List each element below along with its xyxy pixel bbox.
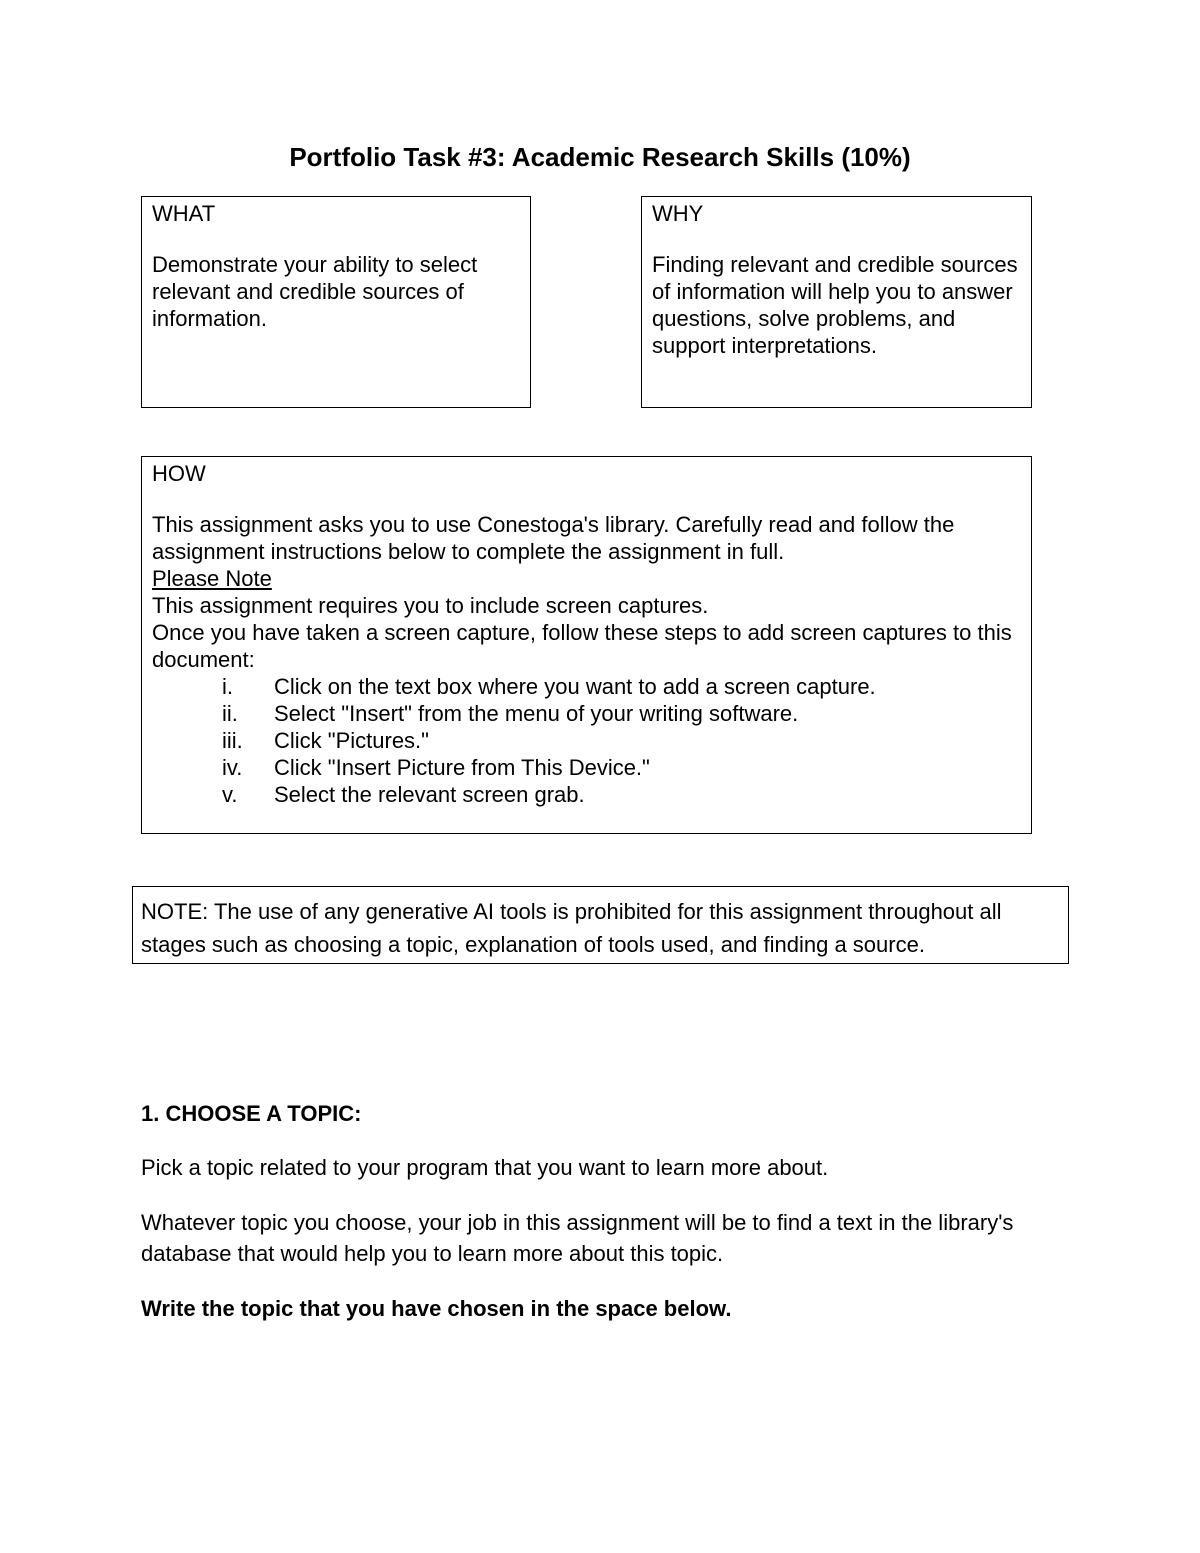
section-paragraph-1: Pick a topic related to your program that you want to learn more about. (141, 1155, 829, 1180)
how-intro: This assignment asks you to use Conestoga's library. Carefully read and follow the assignment instructions below to complete the assignment in full. (152, 512, 955, 564)
how-instruction: Once you have taken a screen capture, follow these steps to add screen captures to this document: (152, 620, 1012, 672)
how-box (141, 456, 1032, 834)
step-text: Click "Insert Picture from This Device." (274, 755, 650, 780)
why-box (641, 196, 1032, 408)
step-number: ii. (222, 701, 238, 726)
how-requirement: This assignment requires you to include screen captures. (152, 593, 709, 618)
why-text: Finding relevant and credible sources of information will help you to answer questions, solve problems, and support interpretations. (652, 252, 1018, 358)
what-heading: WHAT (152, 201, 216, 226)
step-number: iv. (222, 755, 243, 780)
list-item (152, 727, 1021, 754)
step-number: i. (222, 674, 233, 699)
page-title: Portfolio Task #3: Academic Research Skills (10%) (289, 142, 911, 172)
ai-note-box (132, 886, 1069, 964)
what-text: Demonstrate your ability to select relevant and credible sources of information. (152, 252, 478, 331)
section-paragraph-2: Whatever topic you choose, your job in this assignment will be to find a text in the library's database that would help you to learn more about this topic. (141, 1210, 1014, 1266)
section-heading: 1. CHOOSE A TOPIC: (141, 1101, 362, 1126)
what-box (141, 196, 531, 408)
list-item (152, 754, 1021, 781)
step-text: Select "Insert" from the menu of your writing software. (274, 701, 799, 726)
section-instruction: Write the topic that you have chosen in the space below. (141, 1296, 732, 1321)
step-text: Click "Pictures." (274, 728, 429, 753)
steps-list (152, 673, 1021, 808)
how-heading: HOW (152, 461, 206, 486)
list-item (152, 781, 1021, 808)
step-number: v. (222, 782, 238, 807)
list-item (152, 700, 1021, 727)
why-heading: WHY (652, 201, 704, 226)
step-number: iii. (222, 728, 243, 753)
step-text: Select the relevant screen grab. (274, 782, 585, 807)
ai-note-text: NOTE: The use of any generative AI tools is prohibited for this assignment throughout all stages such as choosing a topic, explanation of tools used, and finding a source. (141, 899, 1002, 957)
please-note-label: Please Note (152, 566, 272, 591)
list-item (152, 673, 1021, 700)
step-text: Click on the text box where you want to add a screen capture. (274, 674, 876, 699)
